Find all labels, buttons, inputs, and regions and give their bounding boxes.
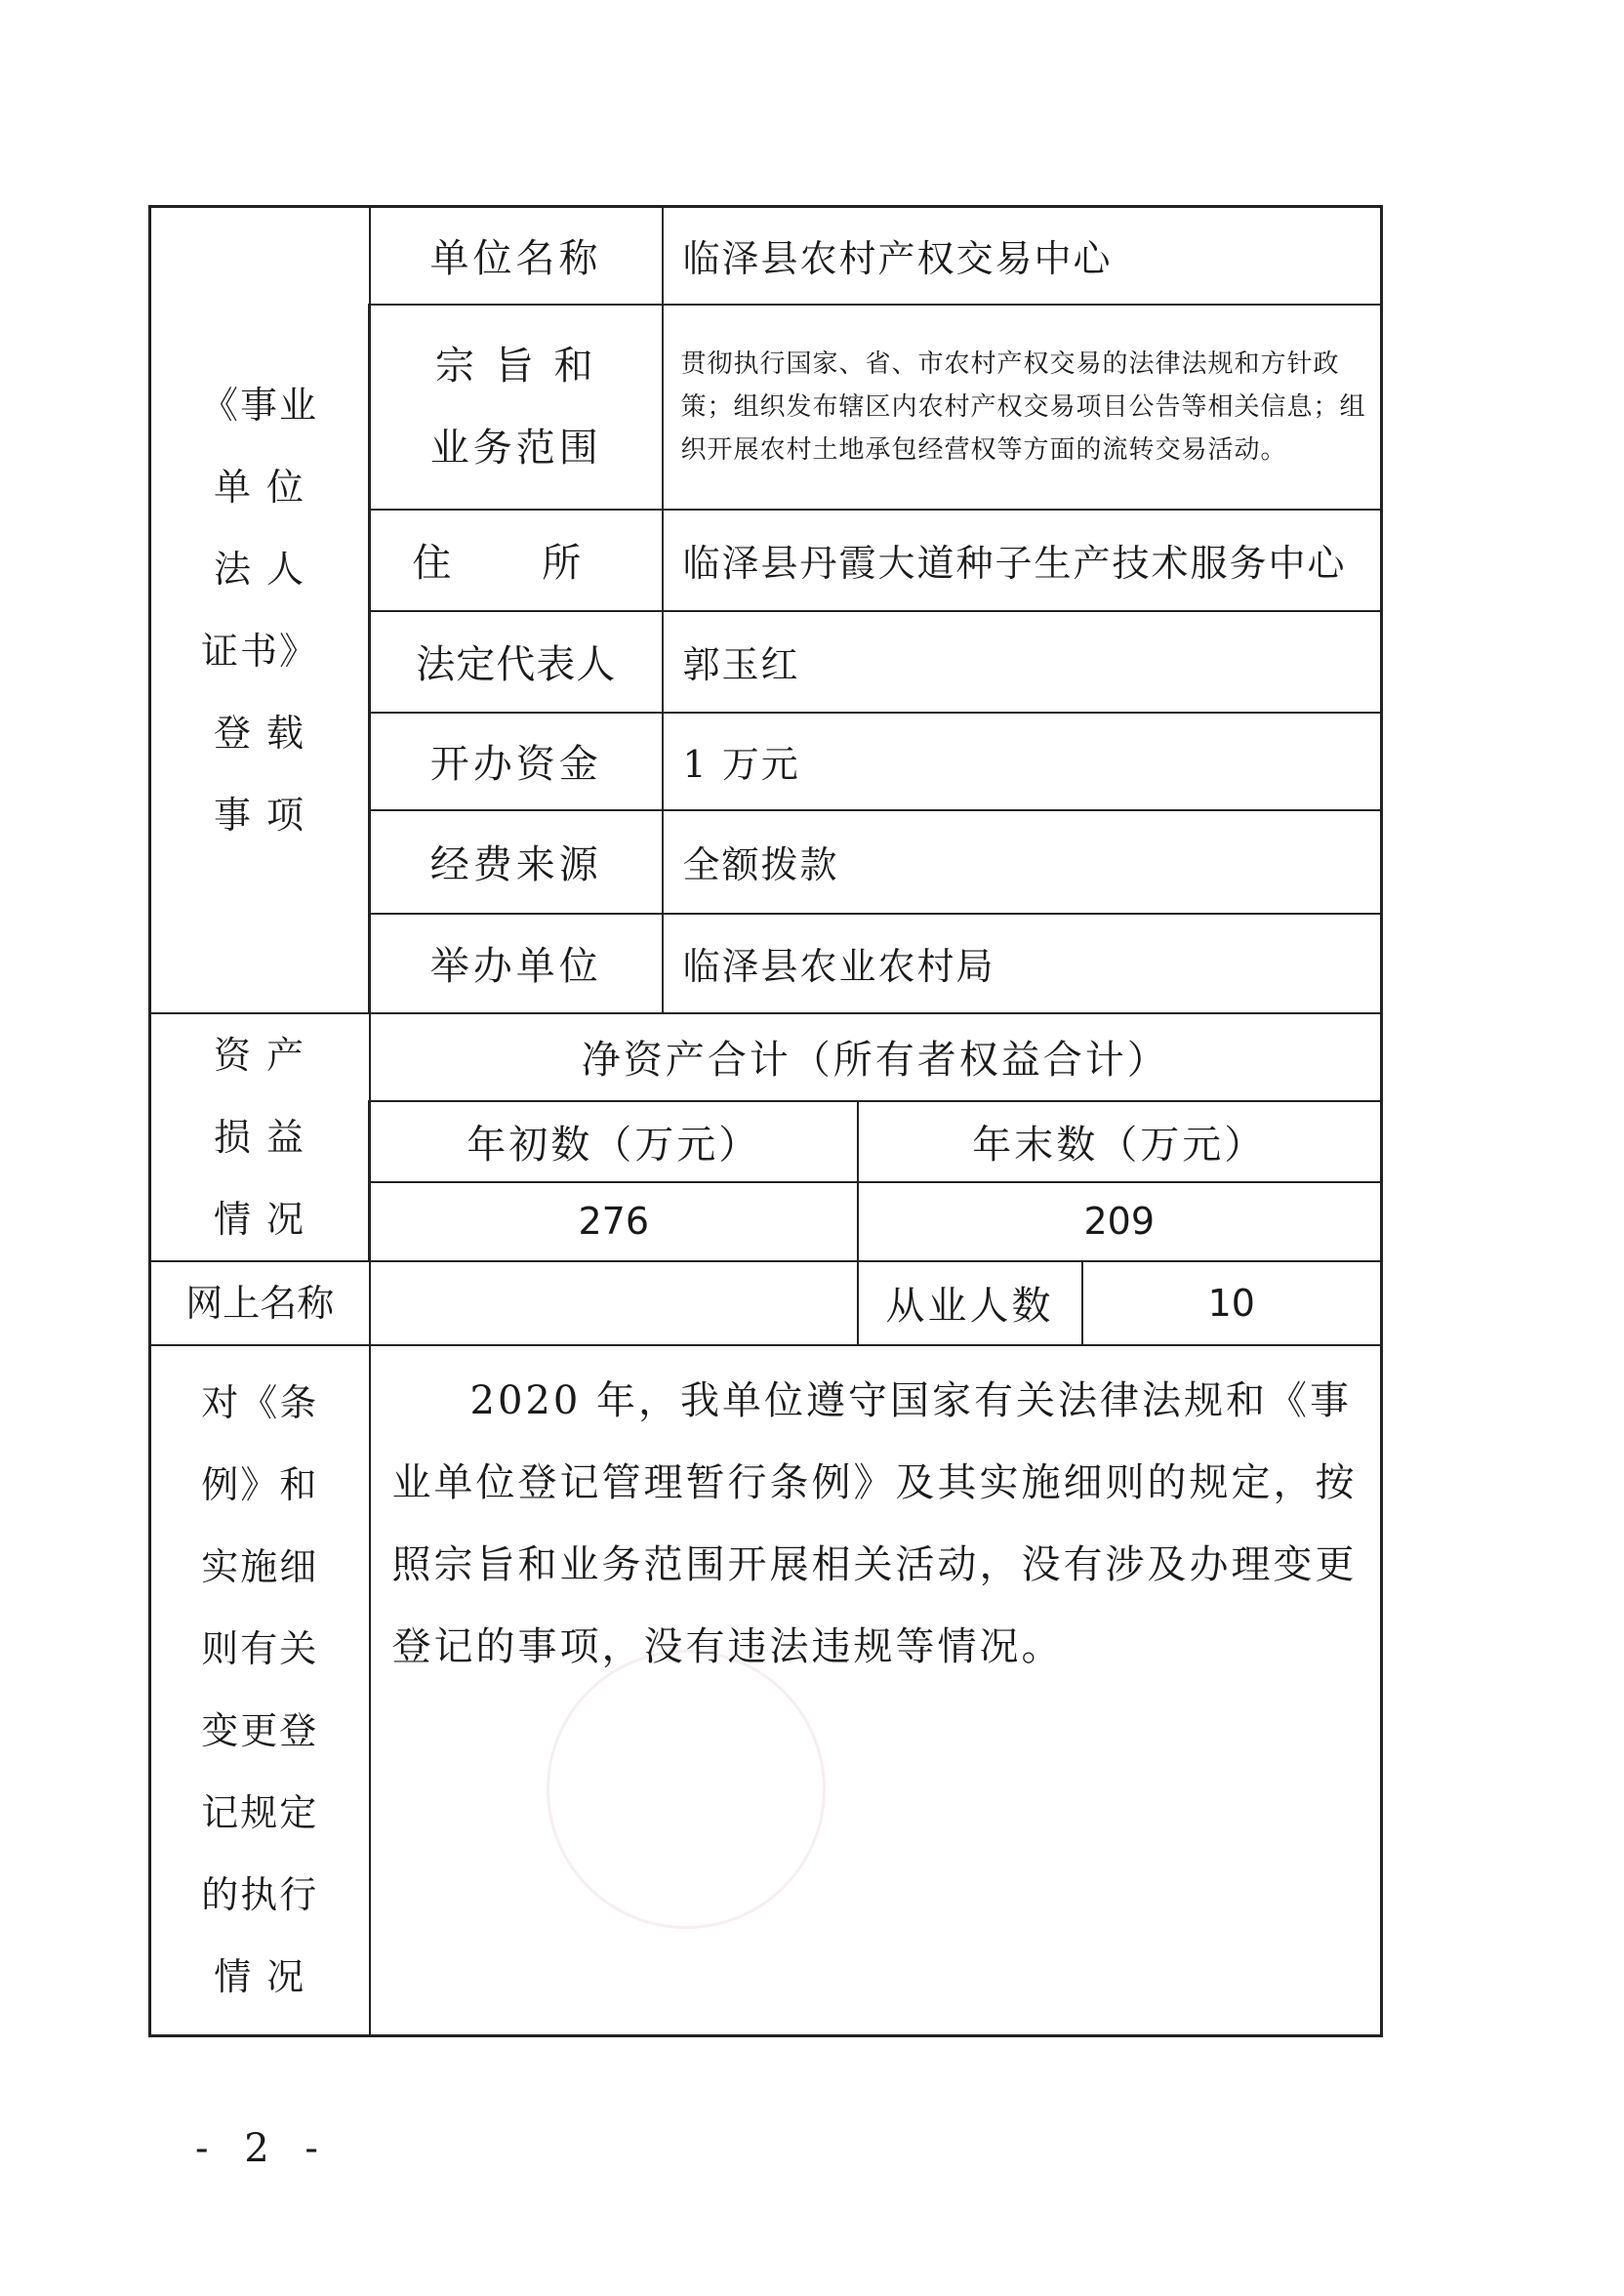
- unit-name-label: 单位名称: [370, 207, 663, 305]
- sponsor-value: 临泽县农业农村局: [663, 914, 1382, 1013]
- compliance-statement: 2020 年，我单位遵守国家有关法律法规和《事业单位登记管理暂行条例》及其实施细则的规定，按照宗旨和业务范围开展相关活动，没有涉及办理变更登记的事项，没有违法违规等情况。: [370, 1345, 1382, 2036]
- row-unit-name: [150, 207, 1382, 305]
- purpose-scope-label: 宗 旨 和 业务范围: [370, 305, 663, 510]
- compliance-section-label: 对《条 例》和 实施细 则有关 变更登 记规定 的执行 情 况: [150, 1345, 370, 2036]
- sponsor-label: 举办单位: [370, 914, 663, 1013]
- assets-section-label: 资 产 损 益 情 况: [150, 1013, 370, 1261]
- purpose-scope-value: 贯彻执行国家、省、市农村产权交易的法律法规和方针政策；组织发布辖区内农村产权交易项目公告等相关信息；组织开展农村土地承包经营权等方面的流转交易活动。: [663, 305, 1382, 510]
- address-label: 住 所: [370, 510, 663, 611]
- funding-label: 经费来源: [370, 810, 663, 914]
- unit-name-value: 临泽县农村产权交易中心: [663, 207, 1382, 305]
- row-assets-header: [150, 1013, 1382, 1102]
- row-online-name: [150, 1261, 1382, 1345]
- online-name-label: 网上名称: [150, 1261, 370, 1345]
- row-compliance: [150, 1345, 1382, 2036]
- capital-label: 开办资金: [370, 713, 663, 810]
- year-begin-label: 年初数（万元）: [370, 1101, 858, 1182]
- year-end-label: 年末数（万元）: [858, 1101, 1382, 1182]
- legal-rep-label: 法定代表人: [370, 611, 663, 713]
- staff-count-value: 10: [1082, 1261, 1382, 1345]
- registration-section-label: 《事业 单 位 法 人 证书》 登 载 事 项: [150, 207, 370, 1013]
- net-assets-header: 净资产合计（所有者权益合计）: [370, 1013, 1382, 1102]
- capital-value: 1 万元: [663, 713, 1382, 810]
- address-value: 临泽县丹霞大道种子生产技术服务中心: [663, 510, 1382, 611]
- online-name-value: [370, 1261, 858, 1345]
- annual-report-form: [148, 205, 1383, 2037]
- staff-count-label: 从业人数: [858, 1261, 1082, 1345]
- funding-value: 全额拨款: [663, 810, 1382, 914]
- year-begin-value: 276: [370, 1182, 858, 1261]
- page-number: - 2 -: [195, 2126, 330, 2171]
- legal-rep-value: 郭玉红: [663, 611, 1382, 713]
- year-end-value: 209: [858, 1182, 1382, 1261]
